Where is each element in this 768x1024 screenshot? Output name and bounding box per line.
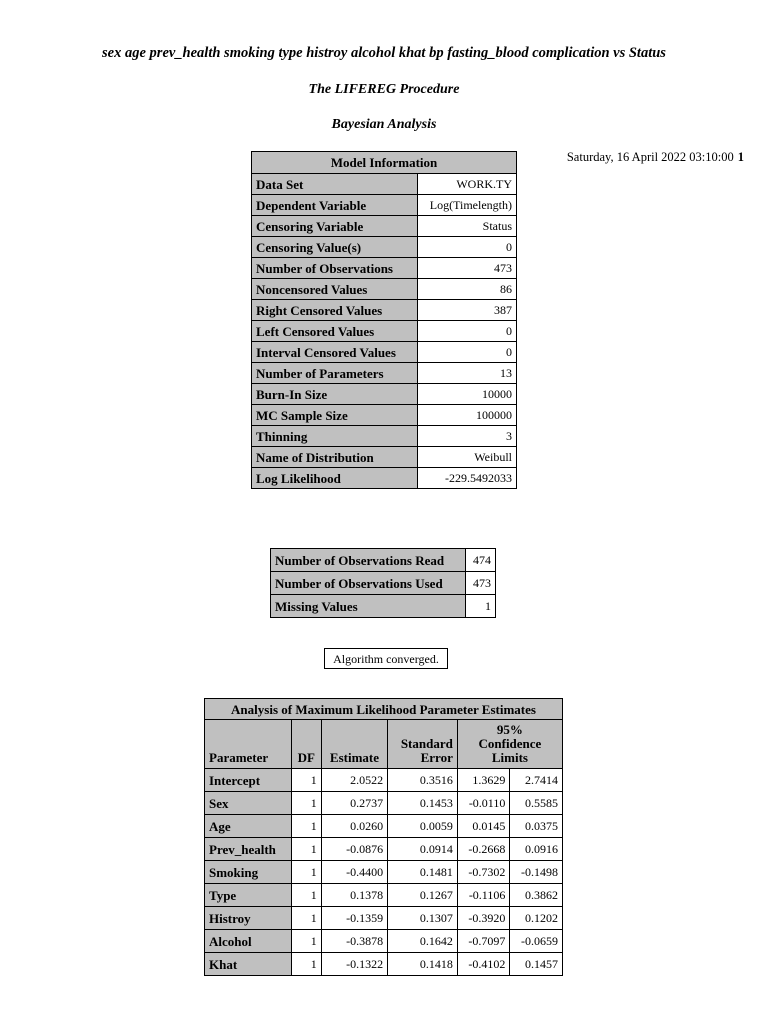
row-label: Left Censored Values — [252, 321, 418, 342]
row-value: Log(Timelength) — [418, 195, 517, 216]
lower-limit-cell: -0.0110 — [457, 792, 510, 815]
upper-limit-cell: -0.0659 — [510, 930, 563, 953]
row-label: Number of Observations Read — [271, 549, 466, 572]
lower-limit-cell: -0.4102 — [457, 953, 510, 976]
datestamp-text: Saturday, 16 April 2022 03:10:00 — [566, 150, 734, 164]
page-number: 1 — [737, 150, 744, 164]
row-label: Censoring Value(s) — [252, 237, 418, 258]
row-label: Dependent Variable — [252, 195, 418, 216]
row-label: Right Censored Values — [252, 300, 418, 321]
table-row — [252, 321, 517, 342]
table-row — [252, 405, 517, 426]
upper-limit-cell: -0.1498 — [510, 861, 563, 884]
stderr-cell: 0.1267 — [388, 884, 458, 907]
stderr-cell: 0.0914 — [388, 838, 458, 861]
param-cell: Age — [205, 815, 292, 838]
df-cell: 1 — [291, 907, 321, 930]
param-cell: Smoking — [205, 861, 292, 884]
row-value: 3 — [418, 426, 517, 447]
column-header-standard-error: Standard Error — [388, 720, 458, 769]
df-cell: 1 — [291, 792, 321, 815]
row-value: 473 — [466, 572, 496, 595]
param-cell: Prev_health — [205, 838, 292, 861]
column-header-confidence-limits: 95% Confidence Limits — [457, 720, 562, 769]
table-row — [205, 792, 563, 815]
procedure-title: The LIFEREG Procedure — [308, 82, 460, 97]
table-row — [252, 195, 517, 216]
table-row — [252, 468, 517, 489]
param-cell: Khat — [205, 953, 292, 976]
param-cell: Intercept — [205, 769, 292, 792]
param-cell: Sex — [205, 792, 292, 815]
df-cell: 1 — [291, 953, 321, 976]
mle-table-title: Analysis of Maximum Likelihood Parameter Estimates — [205, 699, 563, 720]
table-row — [271, 549, 496, 572]
table-row — [252, 174, 517, 195]
column-header-df: DF — [291, 720, 321, 769]
row-value: 10000 — [418, 384, 517, 405]
row-label: Number of Parameters — [252, 363, 418, 384]
row-label: Missing Values — [271, 595, 466, 618]
table-row — [252, 342, 517, 363]
row-value: 0 — [418, 237, 517, 258]
lower-limit-cell: -0.3920 — [457, 907, 510, 930]
upper-limit-cell: 0.0916 — [510, 838, 563, 861]
lower-limit-cell: 0.0145 — [457, 815, 510, 838]
estimate-cell: -0.4400 — [321, 861, 387, 884]
table-row — [252, 216, 517, 237]
table-row — [205, 838, 563, 861]
upper-limit-cell: 0.3862 — [510, 884, 563, 907]
table-row — [252, 363, 517, 384]
table-row — [205, 884, 563, 907]
analysis-title: Bayesian Analysis — [331, 117, 437, 132]
param-cell: Histroy — [205, 907, 292, 930]
row-label: Noncensored Values — [252, 279, 418, 300]
table-row — [271, 595, 496, 618]
row-label: Data Set — [252, 174, 418, 195]
model-information-title: Model Information — [252, 152, 517, 174]
table-row — [252, 384, 517, 405]
stderr-cell: 0.1642 — [388, 930, 458, 953]
estimate-cell: 0.1378 — [321, 884, 387, 907]
stderr-cell: 0.1418 — [388, 953, 458, 976]
row-label: MC Sample Size — [252, 405, 418, 426]
table-row — [252, 279, 517, 300]
df-cell: 1 — [291, 884, 321, 907]
column-header-estimate: Estimate — [321, 720, 387, 769]
stderr-cell: 0.3516 — [388, 769, 458, 792]
upper-limit-cell: 0.1457 — [510, 953, 563, 976]
lower-limit-cell: 1.3629 — [457, 769, 510, 792]
convergence-status: Algorithm converged. — [324, 648, 448, 669]
lower-limit-cell: -0.7302 — [457, 861, 510, 884]
row-value: Status — [418, 216, 517, 237]
df-cell: 1 — [291, 769, 321, 792]
row-label: Thinning — [252, 426, 418, 447]
estimate-cell: 0.2737 — [321, 792, 387, 815]
upper-limit-cell: 0.5585 — [510, 792, 563, 815]
datestamp — [567, 150, 744, 165]
stderr-cell: 0.1307 — [388, 907, 458, 930]
table-row — [205, 861, 563, 884]
df-cell: 1 — [291, 861, 321, 884]
df-cell: 1 — [291, 838, 321, 861]
table-row — [252, 237, 517, 258]
table-row — [205, 930, 563, 953]
row-value: 473 — [418, 258, 517, 279]
table-row — [252, 426, 517, 447]
upper-limit-cell: 0.1202 — [510, 907, 563, 930]
row-value: 0 — [418, 342, 517, 363]
row-value: Weibull — [418, 447, 517, 468]
estimate-cell: -0.0876 — [321, 838, 387, 861]
param-cell: Type — [205, 884, 292, 907]
lower-limit-cell: -0.2668 — [457, 838, 510, 861]
table-row — [252, 300, 517, 321]
table-row — [252, 258, 517, 279]
estimate-cell: 0.0260 — [321, 815, 387, 838]
table-row — [252, 447, 517, 468]
row-value: 100000 — [418, 405, 517, 426]
upper-limit-cell: 0.0375 — [510, 815, 563, 838]
estimate-cell: -0.3878 — [321, 930, 387, 953]
table-row — [205, 769, 563, 792]
estimate-cell: 2.0522 — [321, 769, 387, 792]
observations-table — [270, 548, 496, 618]
row-label: Burn-In Size — [252, 384, 418, 405]
row-value: 1 — [466, 595, 496, 618]
table-row — [205, 815, 563, 838]
row-value: 387 — [418, 300, 517, 321]
param-cell: Alcohol — [205, 930, 292, 953]
row-label: Name of Distribution — [252, 447, 418, 468]
estimate-cell: -0.1322 — [321, 953, 387, 976]
mle-estimates-table — [204, 698, 563, 976]
column-header-parameter: Parameter — [205, 720, 292, 769]
stderr-cell: 0.1453 — [388, 792, 458, 815]
row-value: 13 — [418, 363, 517, 384]
report-title: sex age prev_health smoking type histroy alcohol khat bp fasting_blood complication vs Status — [102, 45, 666, 61]
row-label: Log Likelihood — [252, 468, 418, 489]
table-row — [205, 953, 563, 976]
upper-limit-cell: 2.7414 — [510, 769, 563, 792]
row-value: -229.5492033 — [418, 468, 517, 489]
estimate-cell: -0.1359 — [321, 907, 387, 930]
row-value: 86 — [418, 279, 517, 300]
row-label: Interval Censored Values — [252, 342, 418, 363]
row-label: Number of Observations Used — [271, 572, 466, 595]
df-cell: 1 — [291, 930, 321, 953]
lower-limit-cell: -0.1106 — [457, 884, 510, 907]
table-row — [205, 907, 563, 930]
row-value: 0 — [418, 321, 517, 342]
row-label: Censoring Variable — [252, 216, 418, 237]
table-row — [271, 572, 496, 595]
lower-limit-cell: -0.7097 — [457, 930, 510, 953]
row-label: Number of Observations — [252, 258, 418, 279]
stderr-cell: 0.0059 — [388, 815, 458, 838]
model-information-table — [251, 151, 517, 489]
df-cell: 1 — [291, 815, 321, 838]
row-value: WORK.TY — [418, 174, 517, 195]
stderr-cell: 0.1481 — [388, 861, 458, 884]
row-value: 474 — [466, 549, 496, 572]
